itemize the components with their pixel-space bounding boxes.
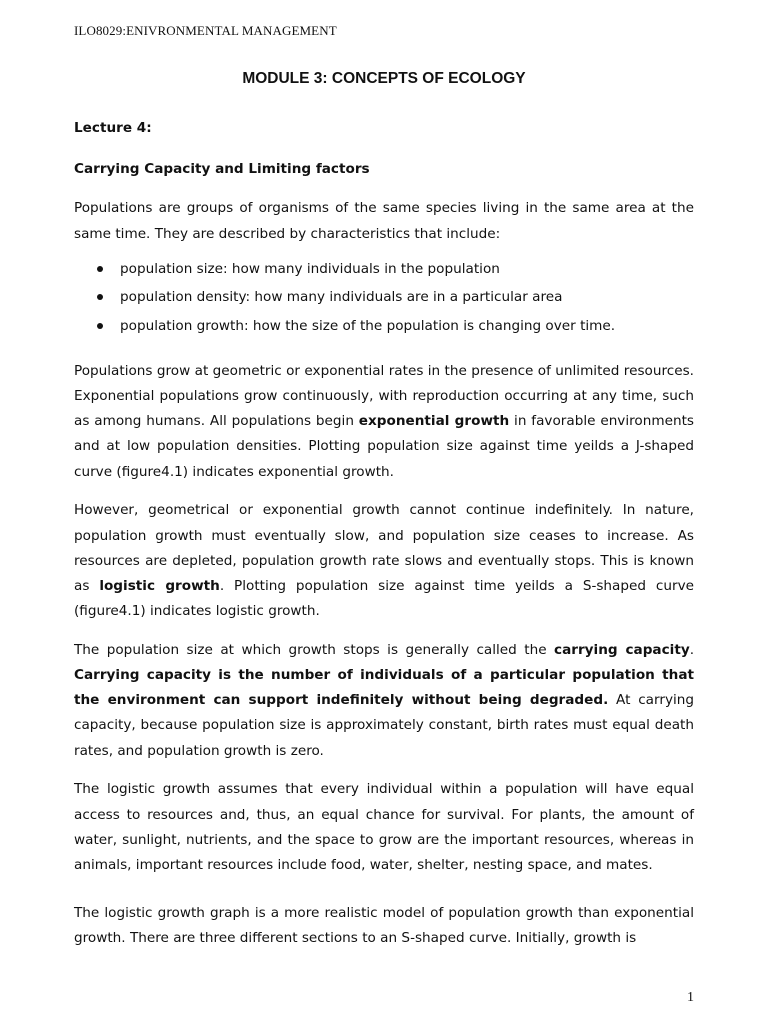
document-body [74, 116, 694, 952]
lecture-heading: Lecture 4: [74, 120, 152, 136]
paragraph-logistic-growth [74, 498, 694, 624]
term-exponential-growth: exponential growth [358, 413, 510, 430]
text-run: At carrying capacity, because population size is approximately constant, birth rates must equal death rates, and population growth is zero. [74, 692, 695, 759]
bullet-icon [97, 294, 103, 300]
list-item [74, 314, 694, 339]
paragraph-carrying-capacity [74, 638, 694, 764]
paragraph-logistic-assumption: The logistic growth assumes that every individual within a population will have equal access to resources and, thus, an equal chance for survival. For plants, the amount of water, sunlight, nutrients, and the space to grow are the important resources, whereas in animals, important resources include food, water, shelter, nesting space, and mates. [74, 781, 694, 873]
paragraph-exponential-growth [74, 359, 694, 485]
term-logistic-growth: logistic growth [99, 577, 220, 594]
text-run: . Plotting population size against time yeilds a S-shaped curve (figure4.1) indicates logistic growth. [74, 577, 694, 620]
paragraph-logistic-graph: The logistic growth graph is a more realistic model of population growth than exponential growth. There are three different sections to an S-shaped curve. Initially, growth is [74, 905, 694, 947]
bullet-icon [97, 323, 103, 329]
term-carrying-capacity: carrying capacity [554, 641, 690, 658]
list-item-text: population growth: how the size of the population is changing over time. [120, 317, 616, 334]
page-number: 1 [687, 990, 694, 1005]
text-run: . [689, 641, 695, 658]
list-item-text: population density: how many individuals are in a particular area [120, 289, 563, 306]
running-header: ILO8029:ENIVRONMENTAL MANAGEMENT [74, 23, 337, 38]
text-run: Populations grow at geometric or exponential rates in the presence of unlimited resources. Exponential populations grow continuously, with reproduction occurring at any time, such as among humans. All populations begin [74, 362, 694, 430]
bullet-icon [97, 266, 103, 272]
text-run: However, geometrical or exponential growth cannot continue indefinitely. In nature, population growth must eventually slow, and population size ceases to increase. As resources are depleted, population growth rate slows and eventually stops. This is known as [74, 502, 694, 594]
section-heading: Carrying Capacity and Limiting factors [74, 161, 370, 178]
text-run: The population size at which growth stops is generally called the [74, 641, 555, 658]
carrying-capacity-definition: Carrying capacity is the number of individuals of a particular population that the environment can support indefinitely without being degraded. [74, 667, 694, 709]
list-item-text: population size: how many individuals in the population [120, 260, 500, 277]
paragraph-populations: Populations are groups of organisms of the same species living in the same area at the same time. They are described by characteristics that include: [74, 200, 694, 242]
module-title: MODULE 3: CONCEPTS OF ECOLOGY [242, 70, 526, 87]
text-run: in favorable environments and at low population densities. Plotting population size against time yeilds a J-shaped curve (figure4.1) indicates exponential growth. [74, 413, 694, 480]
list-item [74, 285, 694, 310]
list-item [74, 257, 694, 282]
characteristics-list [74, 257, 694, 339]
